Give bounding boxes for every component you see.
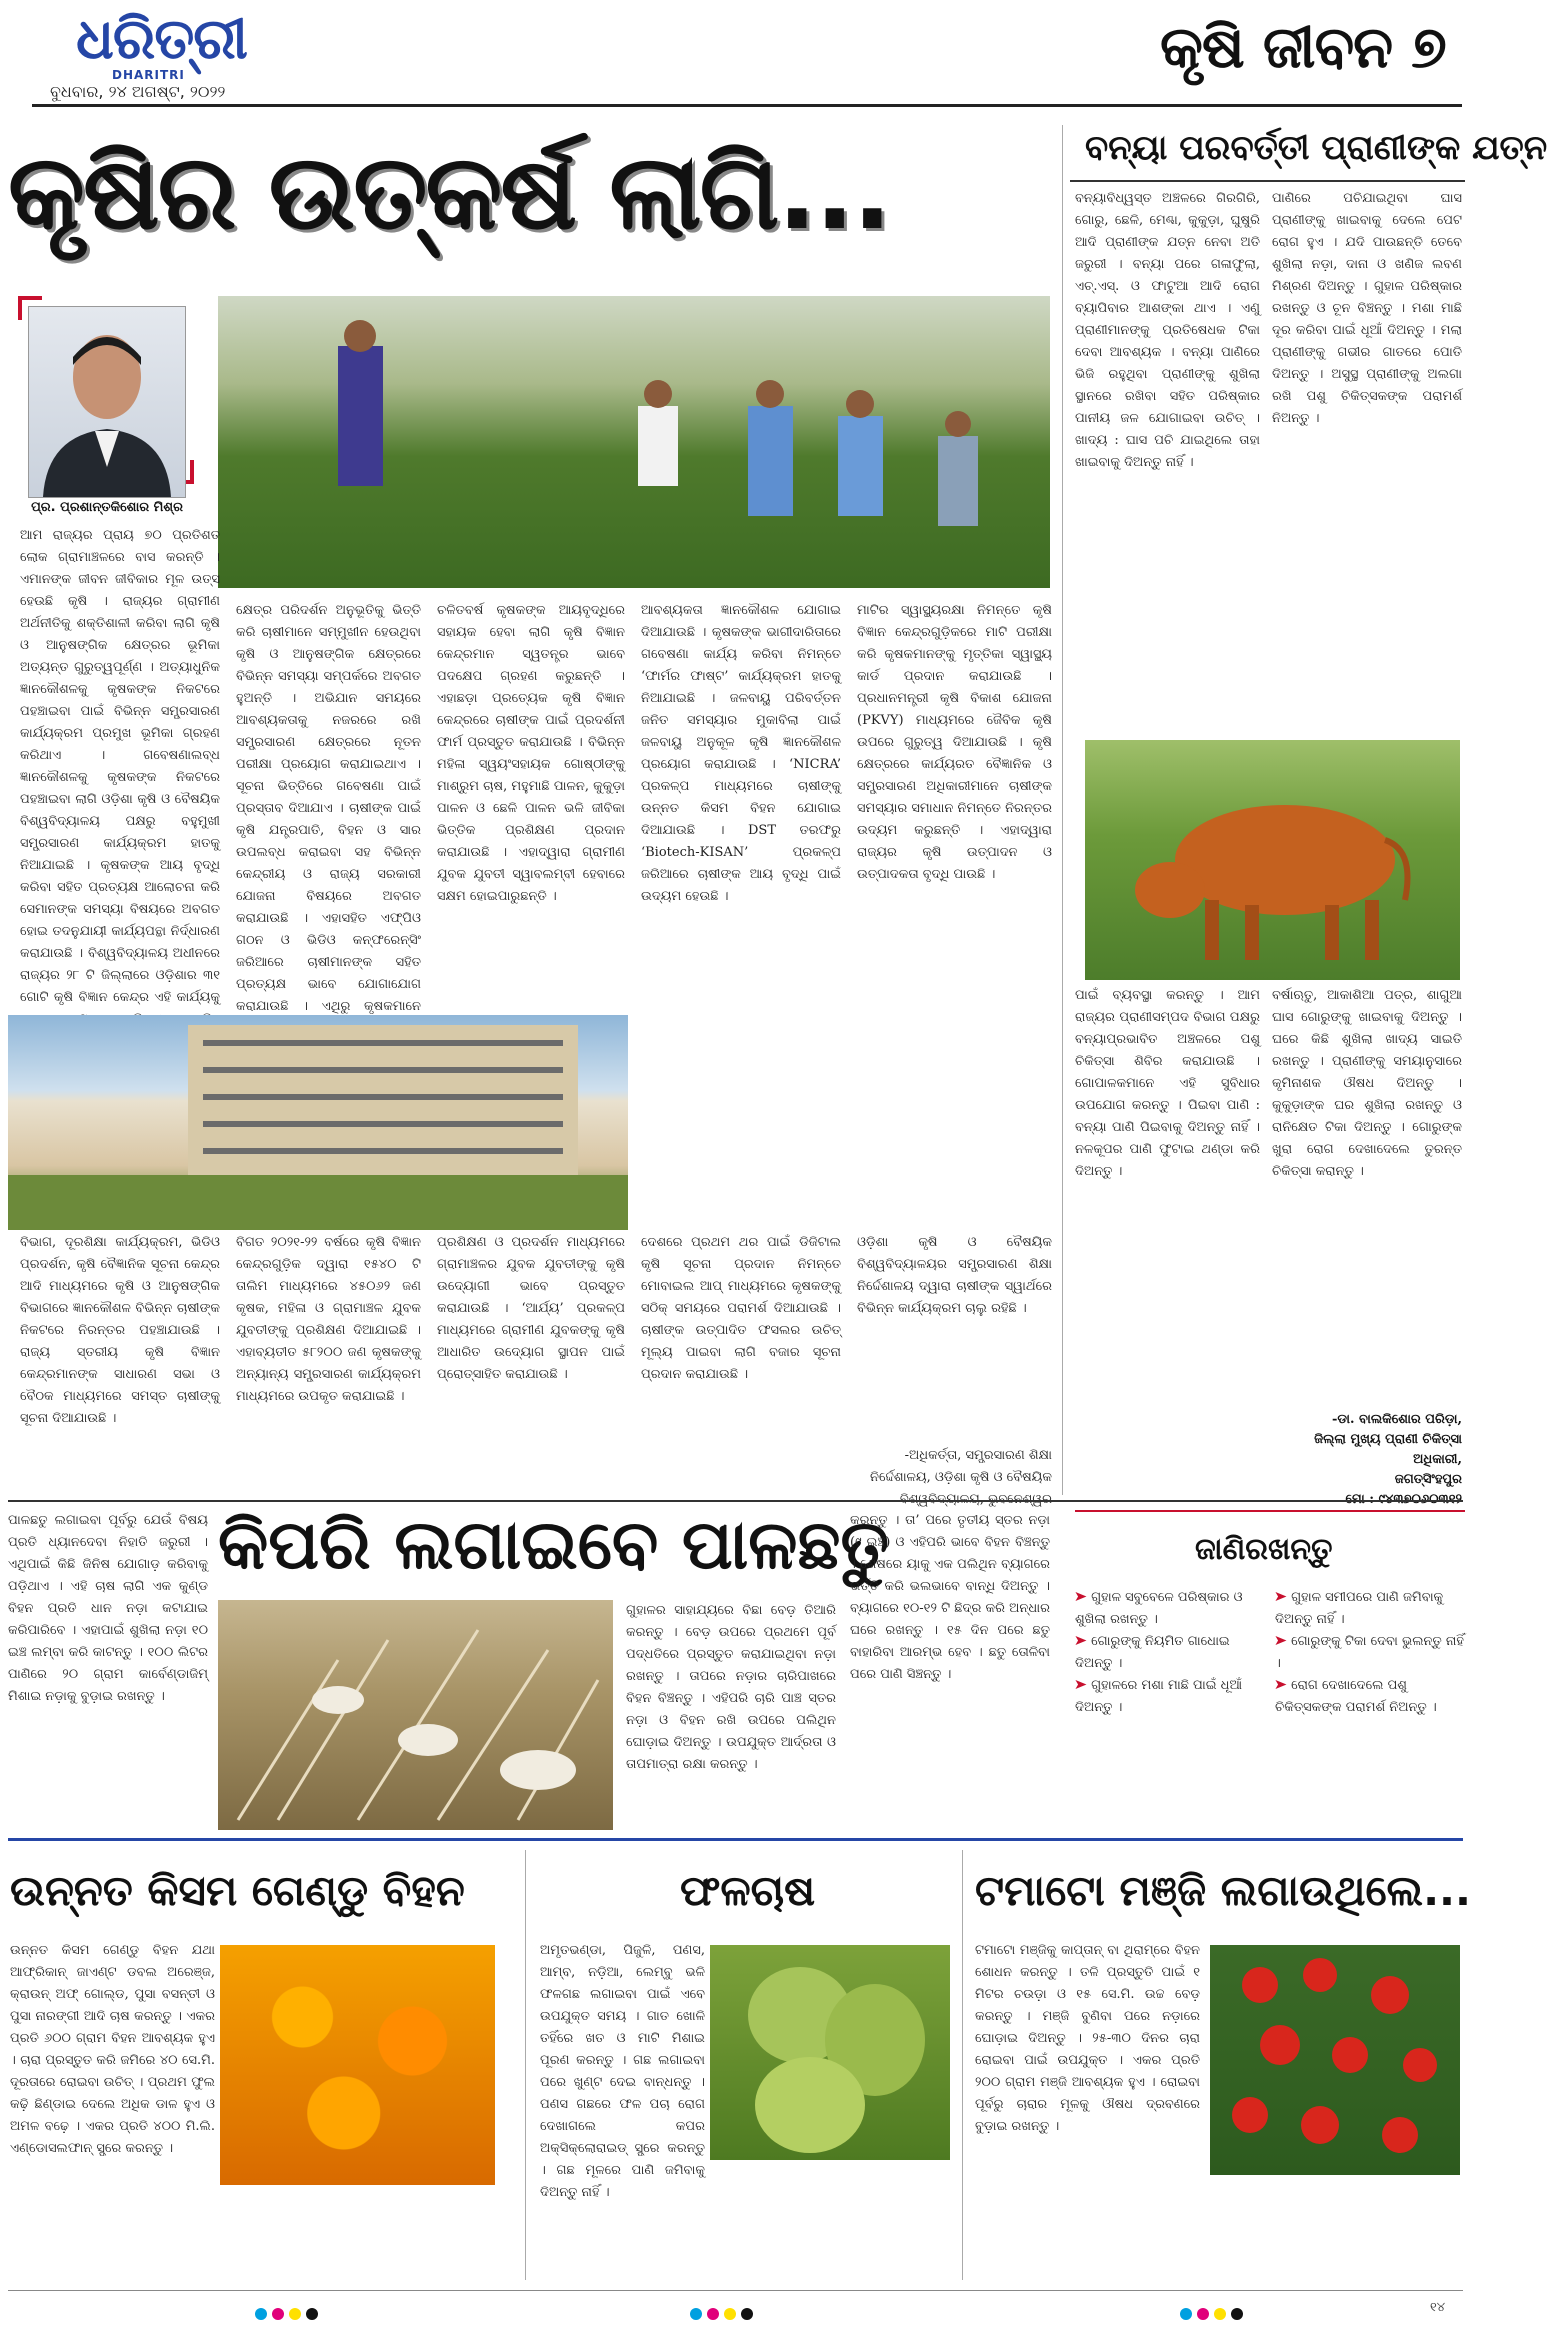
mushroom-col3: କରନ୍ତୁ । ତା’ ପରେ ତୃତୀୟ ସ୍ତର ନଡ଼ା (୯ ଇଞ୍ଚ) ଓ ଏହିପରି ଭାବେ ବିହନ ବିଞ୍ଚନ୍ତୁ । ଶେଷରେ ୟାକୁ ଏକ ପଲିଥିନ ବ୍ୟାଗରେ ଭର୍ତ୍ତି କରି ଭଲଭାବେ ବାନ୍ଧି ଦିଅନ୍ତୁ । ବ୍ୟାଗରେ ୧୦-୧୨ ଟି ଛିଦ୍ର କରି ଅନ୍ଧାର ଘରେ ରଖନ୍ତୁ । ୧୫ ଦିନ ପରେ ଛତୁ ବାହାରିବା ଆରମ୍ଭ ହେବ । ଛତୁ ତୋଳିବା ପରେ ପାଣି ସିଞ୍ଚନ୍ତୁ ।	[850, 1513, 1050, 1682]
column-divider	[525, 1850, 526, 2280]
tips-col-left	[1075, 1587, 1265, 1719]
lead-bottom-col5: ଓଡ଼ିଶା କୃଷି ଓ ବୈଷୟିକ ବିଶ୍ୱବିଦ୍ୟାଳୟର ସମ୍ପ୍ରସାରଣ ଶିକ୍ଷା ନିର୍ଦ୍ଦେଶାଳୟ ଦ୍ୱାରା ଚାଷୀଙ୍କ ସ୍ୱାର୍ଥରେ ବିଭିନ୍ନ କାର୍ଯ୍ୟକ୍ରମ ଚାଲୁ ରହିଛି ।	[857, 1235, 1052, 1316]
reg-dot-yellow	[1214, 2308, 1226, 2320]
tips-item: ➤ ଗୋରୁଙ୍କୁ ନିୟମିତ ଗାଧୋଇ ଦିଅନ୍ତୁ ।	[1075, 1631, 1265, 1675]
column-divider	[1062, 125, 1063, 1495]
tips-item: ➤ ଗୁହାଳରେ ମଶା ମାଛି ପାଇଁ ଧୂଆଁ ଦିଅନ୍ତୁ ।	[1075, 1675, 1265, 1719]
lead-col5: ମାଟିର ସ୍ୱାସ୍ଥ୍ୟରକ୍ଷା ନିମନ୍ତେ କୃଷି ବିଜ୍ଞାନ କେନ୍ଦ୍ରଗୁଡ଼ିକରେ ମାଟି ପରୀକ୍ଷା କରି କୃଷକମାନଙ୍କୁ ମୃତ୍ତିକା ସ୍ୱାସ୍ଥ୍ୟ କାର୍ଡ ପ୍ରଦାନ କରାଯାଉଛି । ପ୍ରଧାନମନ୍ତ୍ରୀ କୃଷି ବିକାଶ ଯୋଜନା (PKVY) ମାଧ୍ୟମରେ ଜୈବିକ କୃଷି ଉପରେ ଗୁରୁତ୍ୱ ଦିଆଯାଉଛି । କୃଷି କ୍ଷେତ୍ରରେ କାର୍ଯ୍ୟରତ ବୈଜ୍ଞାନିକ ଓ ସମ୍ପ୍ରସାରଣ ଅଧିକାରୀମାନେ ଚାଷୀଙ୍କ ସମସ୍ୟାର ସମାଧାନ ନିମନ୍ତେ ନିରନ୍ତର ଉଦ୍ୟମ କରୁଛନ୍ତି । ଏହାଦ୍ୱାରା ରାଜ୍ୟର କୃଷି ଉତ୍ପାଦନ ଓ ଉତ୍ପାଦକତା ବୃଦ୍ଧି ପାଉଛି ।	[857, 603, 1052, 882]
tomato-photo	[1210, 1945, 1460, 2175]
lead-col2: କ୍ଷେତ୍ର ପରିଦର୍ଶନ ଅନୁଭୂତିକୁ ଭିତ୍ତି କରି ଚାଷୀମାନେ ସମ୍ମୁଖୀନ ହେଉଥିବା କୃଷି ଓ ଆନୁଷଙ୍ଗିକ କ୍ଷେତ୍ରରେ ବିଭିନ୍ନ ସମସ୍ୟା ସମ୍ପର୍କରେ ଅବଗତ ହୁଅନ୍ତି । ଅଭିଯାନ ସମୟରେ ଆବଶ୍ୟକତାକୁ ନଜରରେ ରଖି ସମ୍ପ୍ରସାରଣ କ୍ଷେତ୍ରରେ ନୂତନ ପରୀକ୍ଷା ପ୍ରୟୋଗ କରାଯାଇଥାଏ । ସୂଚନା ଭିତ୍ତିରେ ଗବେଷଣା ପାଇଁ ପ୍ରସ୍ତାବ ଦିଆଯାଏ । ଚାଷୀଙ୍କ ପାଇଁ କୃଷି ଯନ୍ତ୍ରପାତି, ବିହନ ଓ ସାର ଉପଲବ୍ଧ କରାଇବା ସହ ବିଭିନ୍ନ କେନ୍ଦ୍ରୀୟ ଓ ରାଜ୍ୟ ସରକାରୀ ଯୋଜନା ବିଷୟରେ ଅବଗତ କରାଯାଉଛି । ଏହାସହିତ ଏଫ୍‌ପିଓ ଗଠନ ଓ ଭିଡିଓ କନ୍‌ଫରେନ୍ସିଂ ଜରିଆରେ ଚାଷୀମାନଙ୍କ ସହିତ ପ୍ରତ୍ୟକ୍ଷ ଭାବେ ଯୋଗାଯୋଗ କରାଯାଉଛି । ଏଥିରୁ କୃଷକମାନେ	[236, 603, 421, 1014]
mushroom-col1: ପାଳଛତୁ ଲଗାଇବା ପୂର୍ବରୁ ଯେଉଁ ବିଷୟ ପ୍ରତି ଧ୍ୟାନଦେବା ନିହାତି ଜରୁରୀ । ଏଥିପାଇଁ କିଛି ଜିନିଷ ଯୋଗାଡ଼ କରିବାକୁ ପଡ଼ିଥାଏ । ଏହି ଚାଷ ଲାଗି ଏକ କୁଣ୍ଡ ବିହନ ପ୍ରତି ଧାନ ନଡ଼ା କଟାଯାଇ କରିପାରିବେ । ଏହାପାଇଁ ଶୁଖିଲା ନଡ଼ା ୧୦ ଇଞ୍ଚ ଲମ୍ବା କରି କାଟନ୍ତୁ । ୧୦୦ ଲିଟର ପାଣିରେ ୨୦ ଗ୍ରାମ କାର୍ବେଣ୍ଡାଜିମ୍ ମିଶାଇ ନଡ଼ାକୁ ବୁଡ଼ାଇ ରଖନ୍ତୁ ।	[8, 1513, 208, 1704]
lead-headline: କୃଷିର ଉତ୍କର୍ଷ ଲାଗି...	[8, 131, 890, 253]
tomato-title: ଟମାଟୋ ମଞ୍ଜି ଲଗାଉଥିଲେ...	[975, 1866, 1471, 1915]
tomato-icon	[1210, 1945, 1460, 2175]
lead-author-footer: -ଅଧିକର୍ତ୍ତା, ସମ୍ପ୍ରସାରଣ ଶିକ୍ଷା ନିର୍ଦ୍ଦେଶାଳୟ, ଓଡ଼ିଶା କୃଷି ଓ ବୈଷୟିକ	[869, 1448, 1052, 1485]
author-portrait	[28, 306, 186, 498]
jackfruit-photo	[710, 1945, 950, 2160]
section-rule	[8, 1838, 1463, 1841]
university-building-photo	[8, 1015, 628, 1230]
tips-item: ➤ ଗୁହାଳ ସମୀପରେ ପାଣି ଜମିବାକୁ ଦିଅନ୍ତୁ ନାହିଁ ।	[1275, 1587, 1465, 1631]
side-article-col2: ପାଣିରେ ପଚିଯାଇଥିବା ଘାସ ପ୍ରାଣୀଙ୍କୁ ଖାଇବାକୁ ଦେଲେ ପେଟ ରୋଗ ହୁଏ । ଯଦି ପାଉଛନ୍ତି ତେବେ ଶୁଖିଲା ନଡ଼ା, ଦାନା ଓ ଖଣିଜ ଲବଣ ମିଶ୍ରଣ ଦିଅନ୍ତୁ । ଗୁହାଳ ପରିଷ୍କାର ରଖନ୍ତୁ ଓ ଚୂନ ବିଞ୍ଚନ୍ତୁ । ମଶା ମାଛି ଦୂର କରିବା ପାଇଁ ଧୂଆଁ ଦିଅନ୍ତୁ । ମଲା ପ୍ରାଣୀଙ୍କୁ ଗଭୀର ଗାତରେ ପୋତି ଦିଅନ୍ତୁ । ଅସୁସ୍ଥ ପ୍ରାଣୀଙ୍କୁ ଅଲଗା ରଖି ପଶୁ ଚିକିତ୍ସକଙ୍କ ପରାମର୍ଶ ନିଅନ୍ତୁ ।	[1272, 191, 1462, 426]
side-article-col1: ବନ୍ୟାବିଧ୍ୱସ୍ତ ଅଞ୍ଚଳରେ ଗିରଗିରି, ଗୋରୁ, ଛେଳି, ମେଣ୍ଢା, କୁକୁଡ଼ା, ଘୁଷୁରି ଆଦି ପ୍ରାଣୀଙ୍କ ଯତ୍ନ ନେବା ଅତି ଜରୁରୀ । ବନ୍ୟା ପରେ ଗଳାଫୁଲା, ଏଚ୍.ଏସ୍. ଓ ଫାଟୁଆ ଆଦି ରୋଗ ବ୍ୟାପିବାର ଆଶଙ୍କା ଥାଏ । ଏଣୁ ପ୍ରାଣୀମାନଙ୍କୁ ପ୍ରତିଷେଧକ ଟିକା ଦେବା ଆବଶ୍ୟକ । ବନ୍ୟା ପାଣିରେ ଭିଜି ରହୁଥିବା ପ୍ରାଣୀଙ୍କୁ ଶୁଖିଲା ସ୍ଥାନରେ ରଖିବା ସହିତ ପରିଷ୍କାର ପାନୀୟ ଜଳ ଯୋଗାଇବା ଉଚିତ୍ । ଖାଦ୍ୟ : ଘାସ ପଚି ଯାଇଥିଲେ ତାହା ଖାଇବାକୁ ଦିଅନ୍ତୁ ନାହିଁ ।	[1075, 191, 1260, 470]
jackfruit-icon	[710, 1945, 950, 2160]
field-visit-photo	[218, 296, 1050, 588]
lead-bottom-col2: ବିଗତ ୨୦୨୧-୨୨ ବର୍ଷରେ କୃଷି ବିଜ୍ଞାନ କେନ୍ଦ୍ରଗୁଡ଼ିକ ଦ୍ୱାରା ୧୫୪୦ ଟି ତାଲିମ ମାଧ୍ୟମରେ ୪୫୦୬୨ ଜଣ କୃଷକ, ମହିଳା ଓ ଗ୍ରାମାଞ୍ଚଳ ଯୁବକ ଯୁବତୀଙ୍କୁ ପ୍ରଶିକ୍ଷଣ ଦିଆଯାଇଛି । ଏହାବ୍ୟତୀତ ୫୮୨୦୦ ଜଣ କୃଷକଙ୍କୁ ଅନ୍ୟାନ୍ୟ ସମ୍ପ୍ରସାରଣ କାର୍ଯ୍ୟକ୍ରମ ମାଧ୍ୟମରେ ଉପକୃତ କରାଯାଇଛି ।	[236, 1235, 421, 1404]
registration-marks	[255, 2305, 323, 2324]
side-article-col4: ବର୍ଷାଋତୁ, ଆକାଶିଆ ପତ୍ର, ଶାଗୁଆ ଘାସ ଗୋରୁଙ୍କୁ ଖାଇବାକୁ ଦିଅନ୍ତୁ । ଘରେ କିଛି ଶୁଖିଲା ଖାଦ୍ୟ ସାଇତି ରଖନ୍ତୁ । ପ୍ରାଣୀଙ୍କୁ ସମୟାନୁସାରେ କୃମିନାଶକ ଔଷଧ ଦିଅନ୍ତୁ । କୁକୁଡ଼ାଙ୍କ ଘର ଶୁଖିଲା ରଖନ୍ତୁ ଓ ରାନିକ୍ଷେତ ଟିକା ଦିଅନ୍ତୁ । ଗୋରୁଙ୍କ ଖୁରା ରୋଗ ଦେଖାଦେଲେ ତୁରନ୍ତ ଚିକିତ୍ସା କରାନ୍ତୁ ।	[1272, 988, 1462, 1179]
tips-item: ➤ ଗୁହାଳ ସବୁବେଳେ ପରିଷ୍କାର ଓ ଶୁଖିଲା ରଖନ୍ତୁ ।	[1075, 1587, 1265, 1631]
tips-item: ➤ ଗୋରୁଙ୍କୁ ଟିକା ଦେବା ଭୁଲନ୍ତୁ ନାହିଁ ।	[1275, 1631, 1465, 1675]
author-caption: ପ୍ର. ପ୍ରଶାନ୍ତକିଶୋର ମିଶ୍ର	[31, 500, 183, 515]
lead-col1: ଆମ ରାଜ୍ୟର ପ୍ରାୟ ୭୦ ପ୍ରତିଶତ ଲୋକ ଗ୍ରାମାଞ୍ଚଳରେ ବାସ କରନ୍ତି । ଏମାନଙ୍କ ଜୀବନ ଜୀବିକାର ମୂଳ ଉତ୍ସ ହେଉଛି କୃଷି । ରାଜ୍ୟର ଗ୍ରାମୀଣ ଅର୍ଥନୀତିକୁ ଶକ୍ତିଶାଳୀ କରିବା ଲାଗି କୃଷି ଓ ଆନୁଷଙ୍ଗିକ କ୍ଷେତ୍ରର ଭୂମିକା ଅତ୍ୟନ୍ତ ଗୁରୁତ୍ୱପୂର୍ଣ୍ଣ । ଅତ୍ୟାଧୁନିକ ଜ୍ଞାନକୌଶଳକୁ କୃଷକଙ୍କ ନିକଟରେ ପହଞ୍ଚାଇବା ପାଇଁ ବିଭିନ୍ନ ସମ୍ପ୍ରସାରଣ କାର୍ଯ୍ୟକ୍ରମ ପ୍ରମୁଖ ଭୂମିକା ଗ୍ରହଣ କରିଥାଏ । ଗବେଷଣାଲବ୍ଧ ଜ୍ଞାନକୌଶଳକୁ କୃଷକଙ୍କ ନିକଟରେ ପହଞ୍ଚାଇବା ଲାଗି ଓଡ଼ିଶା କୃଷି ଓ ବୈଷୟିକ ବିଶ୍ୱବିଦ୍ୟାଳୟ ପକ୍ଷରୁ ବହୁମୁଖୀ ସମ୍ପ୍ରସାରଣ କାର୍ଯ୍ୟକ୍ରମ ହାତକୁ ନିଆଯାଇଛି । କୃଷକଙ୍କ ଆୟ ବୃଦ୍ଧି କରିବା ସହିତ ପ୍ରତ୍ୟକ୍ଷ ଆଲୋଚନା କରି ସେମାନଙ୍କ ସମସ୍ୟା ବିଷୟରେ ଅବଗତ ହୋଇ ତଦନୁଯାୟୀ କାର୍ଯ୍ୟପନ୍ଥା ନିର୍ଦ୍ଧାରଣ କରାଯାଉଛି । ବିଶ୍ୱବିଦ୍ୟାଳୟ ଅଧୀନରେ ରାଜ୍ୟର ୨୮ ଟି ଜିଲ୍ଲାରେ ଓଡ଼ିଶାର ୩୧ ଗୋଟି କୃଷି ବିଜ୍ଞାନ କେନ୍ଦ୍ର ଏହି କାର୍ଯ୍ୟକୁ	[20, 528, 220, 1005]
column-divider	[962, 1850, 963, 2280]
tips-item: ➤ ରୋଗ ଦେଖାଦେଲେ ପଶୁ ଚିକିତ୍ସକଙ୍କ ପରାମର୍ଶ ନିଅନ୍ତୁ ।	[1275, 1675, 1465, 1719]
mushroom-headline: କିପରି ଲଗାଇବେ ପାଳଛତୁ	[218, 1506, 889, 1585]
lead-bottom-col3: ପ୍ରଶିକ୍ଷଣ ଓ ପ୍ରଦର୍ଶନ ମାଧ୍ୟମରେ ଗ୍ରାମାଞ୍ଚଳର ଯୁବକ ଯୁବତୀଙ୍କୁ କୃଷି ଉଦ୍ୟୋଗୀ ଭାବେ ପ୍ରସ୍ତୁତ କରାଯାଉଛି । ‘ଆର୍ଯ୍ୟ’ ପ୍ରକଳ୍ପ ମାଧ୍ୟମରେ ଗ୍ରାମୀଣ ଯୁବକଙ୍କୁ କୃଷି ଆଧାରିତ ଉଦ୍ୟୋଗ ସ୍ଥାପନ ପାଇଁ ପ୍ରୋତ୍ସାହିତ କରାଯାଉଛି ।	[437, 1235, 625, 1382]
reg-dot-yellow	[724, 2308, 736, 2320]
newspaper-logo-sub: DHARITRI	[112, 68, 185, 82]
reg-dot-black	[1231, 2308, 1243, 2320]
fruit-body: ଅମୃତଭଣ୍ଡା, ପିଜୁଳି, ପଣସ, ଆମ୍ବ, ନଡ଼ିଆ, ଲେମ୍ବୁ ଭଳି ଫଳଗଛ ଲଗାଇବା ପାଇଁ ଏବେ ଉପଯୁକ୍ତ ସମୟ । ଗାତ ଖୋଳି ତହିଁରେ ଖତ ଓ ମାଟି ମିଶାଇ ପୂରଣ କରନ୍ତୁ । ଗଛ ଲଗାଇବା ପରେ ଖୁଣ୍ଟ ଦେଇ ବାନ୍ଧନ୍ତୁ । ପଣସ ଗଛରେ ଫଳ ପଚା ରୋଗ ଦେଖାଗଲେ କପର ଅକ୍ସିକ୍ଲୋରାଇଡ୍ ସ୍ପ୍ରେ କରନ୍ତୁ । ଗଛ ମୂଳରେ ପାଣି ଜମିବାକୁ ଦିଅନ୍ତୁ ନାହିଁ ।	[540, 1943, 705, 2200]
mushroom-col2: ଗୁହାଳର ସାହାଯ୍ୟରେ ବିଛା ବେଡ଼ ତିଆରି କରନ୍ତୁ । ବେଡ଼ ଉପରେ ପ୍ରଥମେ ପୂର୍ବ ପଦ୍ଧତିରେ ପ୍ରସ୍ତୁତ କରାଯାଇଥିବା ନଡ଼ା ରଖନ୍ତୁ । ତାପରେ ନଡ଼ାର ଚାରିପାଖରେ ବିହନ ବିଞ୍ଚନ୍ତୁ । ଏହିପରି ଚାରି ପାଞ୍ଚ ସ୍ତର ନଡ଼ା ଓ ବିହନ ରଖି ଉପରେ ପଲିଥିନ ଘୋଡ଼ାଇ ଦିଅନ୍ତୁ । ଉପଯୁକ୍ତ ଆର୍ଦ୍ରତା ଓ ତାପମାତ୍ରା ରକ୍ଷା କରନ୍ତୁ ।	[626, 1603, 836, 1772]
reg-dot-cyan	[255, 2308, 267, 2320]
reg-dot-magenta	[1197, 2308, 1209, 2320]
section-rule	[8, 1500, 1463, 1502]
people-field-icon	[218, 296, 1050, 588]
signature-designation: ଜିଲ୍ଲା ମୁଖ୍ୟ ପ୍ରାଣୀ ଚିକିତ୍ସା ଅଧିକାରୀ,	[1314, 1432, 1462, 1467]
reg-dot-magenta	[707, 2308, 719, 2320]
signature-name: -ଡା. ବାଲକିଶୋର ପରିଡ଼ା,	[1331, 1412, 1462, 1427]
registration-marks	[1180, 2305, 1248, 2324]
person-icon	[29, 307, 185, 497]
mushroom-photo	[218, 1600, 613, 1830]
marigold-body: ଉନ୍ନତ କିସମ ଗେଣ୍ଡୁ ବିହନ ଯଥା ଆଫ୍ରିକାନ୍ ଜାଏଣ୍ଟ ଡବଲ ଅରେଞ୍ଜ, କ୍ରାଉନ୍ ଅଫ୍ ଗୋଲ୍ଡ, ପୁସା ବସନ୍ତୀ ଓ ପୁସା ନାରଙ୍ଗୀ ଆଦି ଚାଷ କରନ୍ତୁ । ଏକର ପ୍ରତି ୬୦୦ ଗ୍ରାମ ବିହନ ଆବଶ୍ୟକ ହୁଏ । ଚାରା ପ୍ରସ୍ତୁତ କରି ଜମିରେ ୪୦ ସେ.ମି. ଦୂରତାରେ ରୋଇବା ଉଚିତ୍ । ପ୍ରଥମ ଫୁଲ କଢ଼ି ଛିଣ୍ଡାଇ ଦେଲେ ଅଧିକ ଡାଳ ହୁଏ ଓ ଅମଳ ବଢ଼େ । ଏକର ପ୍ରତି ୪୦୦ ମି.ଲି. ଏଣ୍ଡୋସଲଫାନ୍ ସ୍ପ୍ରେ କରନ୍ତୁ ।	[10, 1943, 215, 2156]
reg-dot-black	[306, 2308, 318, 2320]
page-folio: ୧୪	[1430, 2300, 1446, 2315]
lead-col4: ଆବଶ୍ୟକତା ଜ୍ଞାନକୌଶଳ ଯୋଗାଇ ଦିଆଯାଉଛି । କୃଷକଙ୍କ ଭାଗୀଦାରିତାରେ ଗବେଷଣା କାର୍ଯ୍ୟ କରିବା ନିମନ୍ତେ ‘ଫାର୍ମର ଫାଷ୍ଟ’ କାର୍ଯ୍ୟକ୍ରମ ହାତକୁ ନିଆଯାଇଛି । ଜଳବାୟୁ ପରିବର୍ତ୍ତନ ଜନିତ ସମସ୍ୟାର ମୁକାବିଲା ପାଇଁ ଜଳବାୟୁ ଅନୁକୂଳ କୃଷି ଜ୍ଞାନକୌଶଳ ପ୍ରୟୋଗ କରାଯାଉଛି । ‘NICRA’ ପ୍ରକଳ୍ପ ମାଧ୍ୟମରେ ଚାଷୀଙ୍କୁ ଉନ୍ନତ କିସମ ବିହନ ଯୋଗାଇ ଦିଆଯାଉଛି । DST ତରଫରୁ ‘Biotech-KISAN’ ପ୍ରକଳ୍ପ ଜରିଆରେ ଚାଷୀଙ୍କ ଆୟ ବୃଦ୍ଧି ପାଇଁ ଉଦ୍ୟମ ହେଉଛି ।	[641, 603, 841, 904]
reg-dot-yellow	[289, 2308, 301, 2320]
cow-icon	[1085, 740, 1460, 980]
lead-bottom-col1: ବିଭାଗ, ଦୂରଶିକ୍ଷା କାର୍ଯ୍ୟକ୍ରମ, ଭିଡିଓ ପ୍ରଦର୍ଶନ, କୃଷି ବୈଜ୍ଞାନିକ ସୂଚନା କେନ୍ଦ୍ର ଆଦି ମାଧ୍ୟମରେ କୃଷି ଓ ଆନୁଷଙ୍ଗିକ ବିଭାଗରେ ଜ୍ଞାନକୌଶଳ ବିଭିନ୍ନ ଚାଷୀଙ୍କ ନିକଟରେ ନିରନ୍ତର ପହଞ୍ଚାଯାଉଛି । ରାଜ୍ୟ ସ୍ତରୀୟ କୃଷି ବିଜ୍ଞାନ କେନ୍ଦ୍ରମାନଙ୍କ ସାଧାରଣ ସଭା ଓ ବୈଠକ ମାଧ୍ୟମରେ ସମସ୍ତ ଚାଷୀଙ୍କୁ ସୂଚନା ଦିଆଯାଉଛି ।	[20, 1235, 220, 1426]
cow-photo	[1085, 740, 1460, 980]
reg-dot-magenta	[272, 2308, 284, 2320]
tomato-body: ଟମାଟୋ ମଞ୍ଜିକୁ କାପ୍ତାନ୍ ବା ଥିରାମ୍‌ରେ ବିହନ ଶୋଧନ କରନ୍ତୁ । ତଳି ପ୍ରସ୍ତୁତି ପାଇଁ ୧ ମିଟର ଚଉଡ଼ା ଓ ୧୫ ସେ.ମି. ଉଚ୍ଚ ବେଡ଼ କରନ୍ତୁ । ମଞ୍ଜି ବୁଣିବା ପରେ ନଡ଼ାରେ ଘୋଡ଼ାଇ ଦିଅନ୍ତୁ । ୨୫-୩୦ ଦିନର ଚାରା ରୋଇବା ପାଇଁ ଉପଯୁକ୍ତ । ଏକର ପ୍ରତି ୨୦୦ ଗ୍ରାମ ମଞ୍ଜି ଆବଶ୍ୟକ ହୁଏ । ରୋଇବା ପୂର୍ବରୁ ଚାରାର ମୂଳକୁ ଔଷଧ ଦ୍ରବଣରେ ବୁଡ଼ାଇ ରଖନ୍ତୁ ।	[975, 1943, 1200, 2134]
tips-col-right	[1275, 1587, 1465, 1719]
side-article-title: ବନ୍ୟା ପରବର୍ତ୍ତୀ ପ୍ରାଣୀଙ୍କ ଯତ୍ନ	[1085, 128, 1547, 168]
issue-date: ବୁଧବାର, ୨୪ ଅଗଷ୍ଟ, ୨୦୨୨	[50, 82, 226, 101]
marigold-title: ଉନ୍ନତ କିସମ ଗେଣ୍ଡୁ ବିହନ	[10, 1866, 465, 1915]
footer-rule	[8, 2290, 1463, 2291]
tips-title: ଜାଣିରଖନ୍ତୁ	[1195, 1532, 1333, 1567]
reg-dot-cyan	[690, 2308, 702, 2320]
side-article-col3: ପାଇଁ ବ୍ୟବସ୍ଥା କରନ୍ତୁ । ଆମ ରାଜ୍ୟର ପ୍ରାଣୀସମ୍ପଦ ବିଭାଗ ପକ୍ଷରୁ ବନ୍ୟାପ୍ରଭାବିତ ଅଞ୍ଚଳରେ ପଶୁ ଚିକିତ୍ସା ଶିବିର କରାଯାଉଛି । ଗୋପାଳକମାନେ ଏହି ସୁବିଧାର ଉପଯୋଗ କରନ୍ତୁ । ପିଇବା ପାଣି : ବନ୍ୟା ପାଣି ପିଇବାକୁ ଦିଅନ୍ତୁ ନାହିଁ । ନଳକୂପର ପାଣି ଫୁଟାଇ ଥଣ୍ଡା କରି ଦିଅନ୍ତୁ ।	[1075, 988, 1260, 1179]
reg-dot-black	[741, 2308, 753, 2320]
newspaper-logo: ଧରିତ୍ରୀ	[76, 7, 247, 72]
lead-col3: ଚଳିତବର୍ଷ କୃଷକଙ୍କ ଆୟବୃଦ୍ଧିରେ ସହାୟକ ହେବା ଲାଗି କୃଷି ବିଜ୍ଞାନ କେନ୍ଦ୍ରମାନ ସ୍ୱତନ୍ତ୍ର ଭାବେ ପଦକ୍ଷେପ ଗ୍ରହଣ କରୁଛନ୍ତି । ଏହାଛଡ଼ା ପ୍ରତ୍ୟେକ କୃଷି ବିଜ୍ଞାନ କେନ୍ଦ୍ରରେ ଚାଷୀଙ୍କ ପାଇଁ ପ୍ରଦର୍ଶନୀ ଫାର୍ମ ପ୍ରସ୍ତୁତ କରାଯାଉଛି । ବିଭିନ୍ନ ମହିଳା ସ୍ୱୟଂସହାୟକ ଗୋଷ୍ଠୀଙ୍କୁ ମାଶ୍ରୁମ ଚାଷ, ମହୁମାଛି ପାଳନ, କୁକୁଡ଼ା ପାଳନ ଓ ଛେଳି ପାଳନ ଭଳି ଜୀବିକା ଭିତ୍ତିକ ପ୍ରଶିକ୍ଷଣ ପ୍ରଦାନ କରାଯାଉଛି । ଏହାଦ୍ୱାରା ଗ୍ରାମୀଣ ଯୁବକ ଯୁବତୀ ସ୍ୱାବଲମ୍ବୀ ହେବାରେ ସକ୍ଷମ ହୋଇପାରୁଛନ୍ତି ।	[437, 603, 625, 904]
tips-box	[1075, 1510, 1465, 1832]
side-article-rule	[1070, 180, 1465, 182]
page-section-title: କୃଷି ଜୀବନ ୭	[1160, 13, 1446, 81]
reg-dot-cyan	[1180, 2308, 1192, 2320]
mushroom-icon	[218, 1600, 613, 1830]
building-icon	[8, 1015, 628, 1230]
fruit-title: ଫଳଚାଷ	[680, 1866, 816, 1915]
lead-bottom-col4: ଦେଶରେ ପ୍ରଥମ ଥର ପାଇଁ ଡିଜିଟାଲ କୃଷି ସୂଚନା ପ୍ରଦାନ ନିମନ୍ତେ ମୋବାଇଲ ଆପ୍ ମାଧ୍ୟମରେ କୃଷକଙ୍କୁ ସଠିକ୍ ସମୟରେ ପରାମର୍ଶ ଦିଆଯାଉଛି । ଚାଷୀଙ୍କ ଉତ୍ପାଦିତ ଫସଲର ଉଚିତ୍ ମୂଲ୍ୟ ପାଇବା ଲାଗି ବଜାର ସୂଚନା ପ୍ରଦାନ କରାଯାଉଛି ।	[641, 1235, 841, 1382]
registration-marks	[690, 2305, 758, 2324]
marigold-photo	[220, 1945, 495, 2185]
signature-place: ଜଗତ୍‌ସିଂହପୁର	[1394, 1472, 1462, 1487]
masthead-rule	[32, 104, 1462, 107]
side-article-signature	[1272, 1410, 1462, 1510]
